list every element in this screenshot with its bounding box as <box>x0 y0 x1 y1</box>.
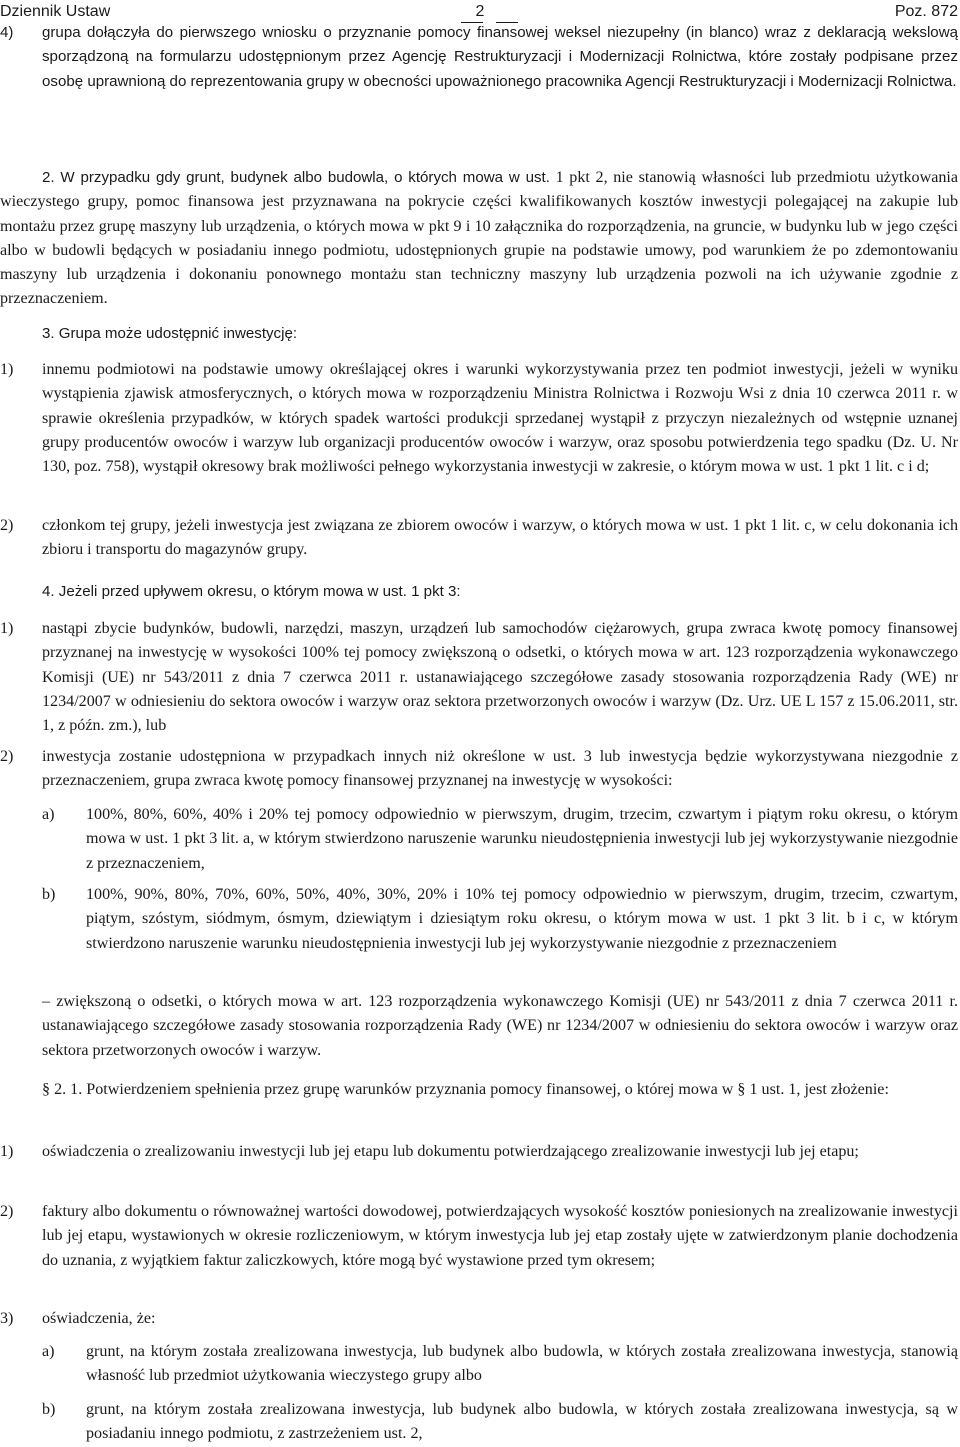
page-number: 2 <box>475 3 485 20</box>
section-4-tail <box>0 990 958 1063</box>
sub-list-item <box>42 883 958 956</box>
list-item <box>0 1307 958 1331</box>
list-item <box>0 617 958 738</box>
item-text: grupa dołączyła do pierwszego wniosku o przyznanie pomocy finansowej weksel niezupełny (in blanco) wraz z deklaracją wekslową sporządzoną na formularzu udostępnionym przez Agencję Restrukturyzacji i Modernizacji Rolnictwa, które zostały podpisane przez osobę uprawnioną do reprezentowania grupy w obecności upoważnionego pracownika Agencji Restrukturyzacji i Modernizacji Rolnictwa. <box>42 24 958 90</box>
sub-list-item <box>42 1398 958 1447</box>
paragraph-2-lead: § 2. 1. Potwierdzeniem spełnienia przez grupę warunków przyznania pomocy finansowej, o której mowa w § 1 ust. 1, jest złożenie: <box>42 1081 889 1098</box>
item-number: 2) <box>0 1203 14 1220</box>
item-text: członkom tej grupy, jeżeli inwestycja jest związana ze zbiorem owoców i warzyw, o których mowa w ust. 1 pkt 1 lit. c, w celu dokonania ich zbioru i transportu do magazynów grupy. <box>42 517 958 559</box>
list-item <box>0 1200 958 1273</box>
sub-item-text: grunt, na którym została zrealizowana inwestycja, lub budynek albo budowla, w których została zrealizowana inwestycja, stanowią własność lub przedmiot użytkowania wieczystego grupy albo <box>86 1343 958 1385</box>
sub-item-letter: b) <box>42 1401 56 1418</box>
list-item <box>0 514 958 563</box>
item-text: inwestycja zostanie udostępniona w przypadkach innych niż określone w ust. 3 lub inwestycja będzie wykorzystywana niezgodnie z przeznaczeniem, grupa zwraca kwotę pomocy finansowej przyznanej na inwestycję w wysokości: <box>42 748 958 790</box>
sub-list-item <box>42 803 958 876</box>
section-4-lead: 4. Jeżeli przed upływem okresu, o którym mowa w ust. 1 pkt 3: <box>42 583 461 600</box>
sub-item-letter: b) <box>42 886 56 903</box>
list-item <box>0 745 958 794</box>
section-2-lead: 2. W przypadku gdy grunt, budynek albo budowla, o których mowa w ust. <box>42 169 550 186</box>
item-number: 1) <box>0 361 14 378</box>
item-text: oświadczenia, że: <box>42 1310 156 1327</box>
list-item <box>0 21 958 94</box>
item-number: 4) <box>0 24 14 41</box>
journal-title: Dziennik Ustaw <box>0 3 111 20</box>
section-3-lead: 3. Grupa może udostępnić inwestycję: <box>42 325 298 342</box>
item-number: 1) <box>0 1143 14 1160</box>
item-text: innemu podmiotowi na podstawie umowy określającej okres i warunki wykorzystywania przez ten podmiot inwestycji, jeżeli w wyniku wystąpienia zjawisk atmosferycznych, o których mowa w rozporządzeniu Ministra Rolnictwa i Rozwoju Wsi z dnia 10 czerwca 2011 r. w sprawie określenia przypadków, w których spadek wartości produkcji sprzedanej wystąpił z przyczyn niezależnych od wstępnie uznanej grupy producentów owoców i warzyw lub organizacji producentów owoców i warzyw, oraz sposobu potwierdzenia tego spadku (Dz. U. Nr 130, poz. 758), wystąpił okresowy brak możliwości pełnego wykorzystania inwestycji w zakresie, o którym mowa w ust. 1 pkt 1 lit. c i d; <box>42 361 958 476</box>
section-2-paragraph <box>0 166 958 312</box>
item-text: nastąpi zbycie budynków, budowli, narzędzi, maszyn, urządzeń lub samochodów ciężarowych, grupa zwraca kwotę pomocy finansowej przyznanej na inwestycję w wysokości 100% tej pomocy zwiększoną o odsetki, o których mowa w art. 123 rozporządzenia wykonawczego Komisji (UE) nr 543/2011 z dnia 7 czerwca 2011 r. ustanawiającego szczegółowe zasady stosowania rozporządzenia Rady (WE) nr 1234/2007 w odniesieniu do sektora owoców i warzyw oraz sektora przetworzonych owoców i warzyw (Dz. Urz. UE L 157 z 15.06.2011, str. 1, z późn. zm.), lub <box>42 620 958 735</box>
sub-item-letter: a) <box>42 1343 55 1360</box>
list-item <box>0 1140 958 1164</box>
item-text: faktury albo dokumentu o równoważnej wartości dowodowej, potwierdzających wysokość kosztów poniesionych na zrealizowanie inwestycji lub jej etapu, wystawionych w okresie rozliczeniowym, w którym inwestycja lub jej etap zostały ujęte w zatwierdzonym planie dochodzenia do uznania, z wyjątkiem faktur zaliczkowych, które mogą być wystawione przed tym okresem; <box>42 1203 958 1269</box>
sub-item-letter: a) <box>42 806 55 823</box>
position-number: Poz. 872 <box>894 3 958 20</box>
item-number: 3) <box>0 1310 14 1327</box>
sub-item-text: 100%, 90%, 80%, 70%, 60%, 50%, 40%, 30%, 20% i 10% tej pomocy odpowiednio w pierwszym, drugim, trzecim, czwartym, piątym, szóstym, siódmym, ósmym, dziewiątym i dziesiątym roku okresu, o którym mowa w ust. 1 pkt 3 lit. b i c, w którym stwierdzono naruszenie warunku nieudostępnienia inwestycji lub jej wykorzystywanie niezgodnie z przeznaczeniem <box>86 886 958 952</box>
sub-list-item <box>42 1340 958 1389</box>
list-item <box>0 358 958 479</box>
item-number: 1) <box>0 620 14 637</box>
item-number: 2) <box>0 517 14 534</box>
item-text: oświadczenia o zrealizowaniu inwestycji lub jej etapu lub dokumentu potwierdzającego zrealizowanie inwestycji lub jej etapu; <box>42 1143 859 1160</box>
sub-item-text: grunt, na którym została zrealizowana inwestycja, lub budynek albo budowla, w których została zrealizowana inwestycja, są w posiadaniu innego podmiotu, z zastrzeżeniem ust. 2, <box>86 1401 958 1443</box>
item-number: 2) <box>0 748 14 765</box>
tail-text: – zwiększoną o odsetki, o których mowa w art. 123 rozporządzenia wykonawczego Komisji (UE) nr 543/2011 z dnia 7 czerwca 2011 r. ustanawiającego szczegółowe zasady stosowania rozporządzenia Rady (WE) nr 1234/2007 w odniesieniu do sektora owoców i warzyw oraz sektora przetworzonych owoców i warzyw. <box>42 993 958 1059</box>
section-2-text: 1 pkt 2, nie stanowią własności lub przedmiotu użytkowania wieczystego grupy, pomoc finansowa jest przyznawana na pokrycie części kwalifikowanych kosztów inwestycji polegającej na zakupie lub montażu przez grupę maszyny lub urządzenia, o których mowa w pkt 9 i 10 załącznika do rozporządzenia, na gruncie, w budynku lub w jego części albo w budowli będących w posiadaniu innego podmiotu, udostępnionych grupie na podstawie umowy, pod warunkiem że po zdemontowaniu maszyny lub urządzenia i dokonaniu ponownego montażu stan techniczny maszyny lub urządzenia pozwoli na ich używanie zgodnie z przeznaczeniem. <box>0 169 958 308</box>
sub-item-text: 100%, 80%, 60%, 40% i 20% tej pomocy odpowiednio w pierwszym, drugim, trzecim, czwartym i piątym roku okresu, o którym mowa w ust. 1 pkt 3 lit. a, w którym stwierdzono naruszenie warunku nieudostępnienia inwestycji lub jej wykorzystywanie niezgodnie z przeznaczeniem, <box>86 806 958 872</box>
